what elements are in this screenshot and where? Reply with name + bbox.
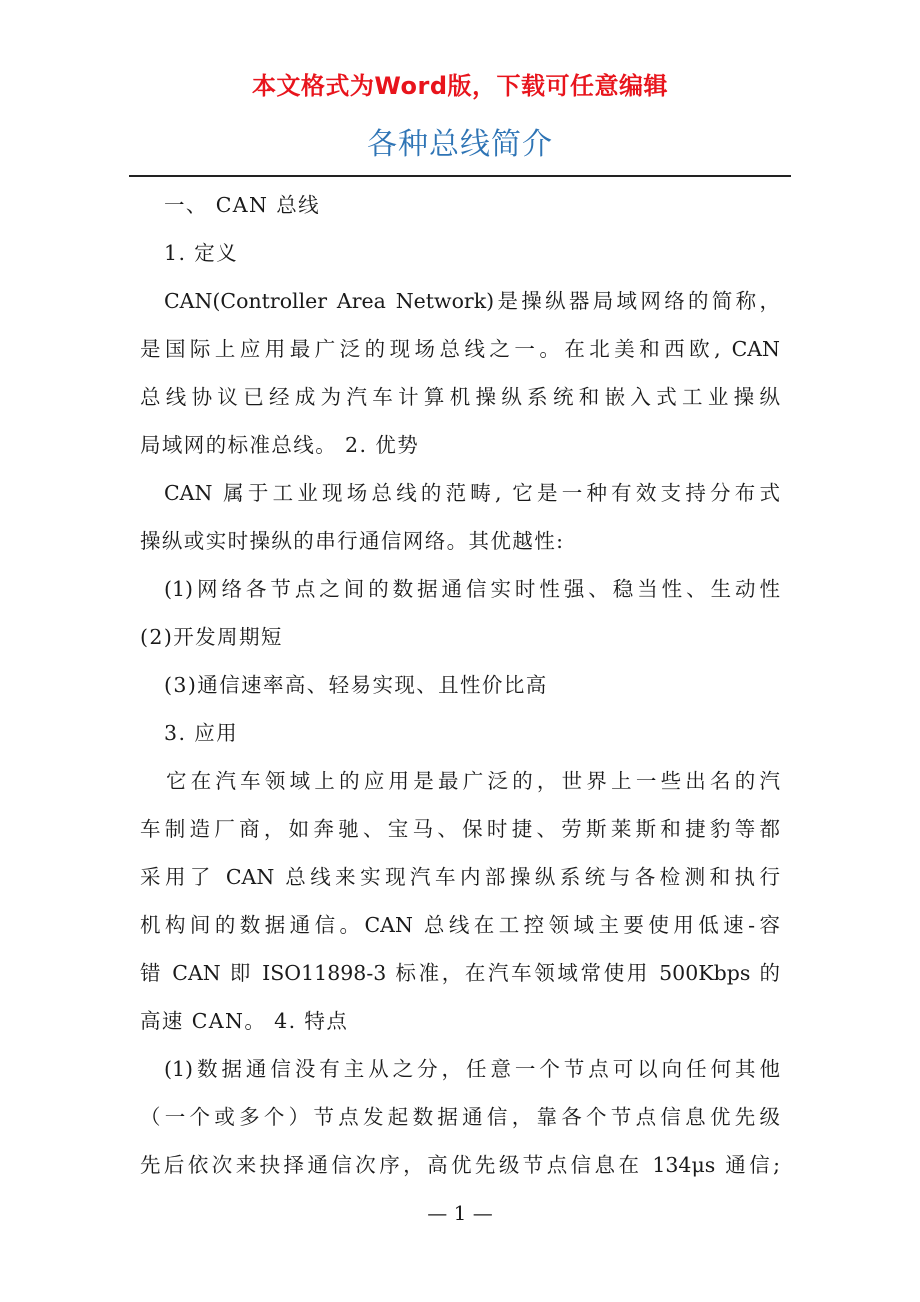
paragraph-line: CAN 属于工业现场总线的范畴, 它是一种有效支持分布式 xyxy=(164,481,780,505)
document-title: 各种总线简介 xyxy=(367,127,553,162)
subheading-application: 3. 应用 xyxy=(164,721,239,745)
title-divider xyxy=(129,175,791,177)
paragraph-line: （一个或多个）节点发起数据通信，靠各个节点信息优先级 xyxy=(140,1105,780,1129)
paragraph-line: 局域网的标准总线。 2. 优势 xyxy=(140,433,420,457)
list-item: (1)网络各节点之间的数据通信实时性强、稳当性、生动性 xyxy=(164,577,780,601)
list-item: (2)开发周期短 xyxy=(140,625,283,649)
page-number: — 1 — xyxy=(427,1201,493,1225)
paragraph-line: 是国际上应用最广泛的现场总线之一。在北美和西欧, CAN xyxy=(140,337,780,361)
section-heading-can: 一、 CAN 总线 xyxy=(164,193,321,217)
paragraph-line: 先后依次来抉择通信次序，高优先级节点信息在 134μs 通信; xyxy=(140,1153,780,1177)
paragraph-line: 错 CAN 即 ISO11898-3 标准，在汽车领域常使用 500Kbps 的 xyxy=(140,961,780,985)
paragraph-line: 机构间的数据通信。CAN 总线在工控领域主要使用低速-容 xyxy=(140,913,780,937)
paragraph-line: 高速 CAN。 4. 特点 xyxy=(140,1009,349,1033)
download-banner: 本文格式为Word版，下载可任意编辑 xyxy=(251,72,669,100)
paragraph-line: 总线协议已经成为汽车计算机操纵系统和嵌入式工业操纵 xyxy=(140,385,780,409)
paragraph-line: 采用了 CAN 总线来实现汽车内部操纵系统与各检测和执行 xyxy=(140,865,780,889)
subheading-definition: 1. 定义 xyxy=(164,241,239,265)
list-item: (3)通信速率高、轻易实现、且性价比高 xyxy=(164,673,548,697)
paragraph-line: 操纵或实时操纵的串行通信网络。其优越性: xyxy=(140,529,565,553)
paragraph-line: 车制造厂商，如奔驰、宝马、保时捷、劳斯莱斯和捷豹等都 xyxy=(140,817,780,841)
paragraph-line: 它在汽车领域上的应用是最广泛的，世界上一些出名的汽 xyxy=(166,769,780,793)
paragraph-line: CAN(Controller Area Network)是操纵器局域网络的简称， xyxy=(164,289,780,313)
paragraph-line: (1)数据通信没有主从之分，任意一个节点可以向任何其他 xyxy=(164,1057,780,1081)
